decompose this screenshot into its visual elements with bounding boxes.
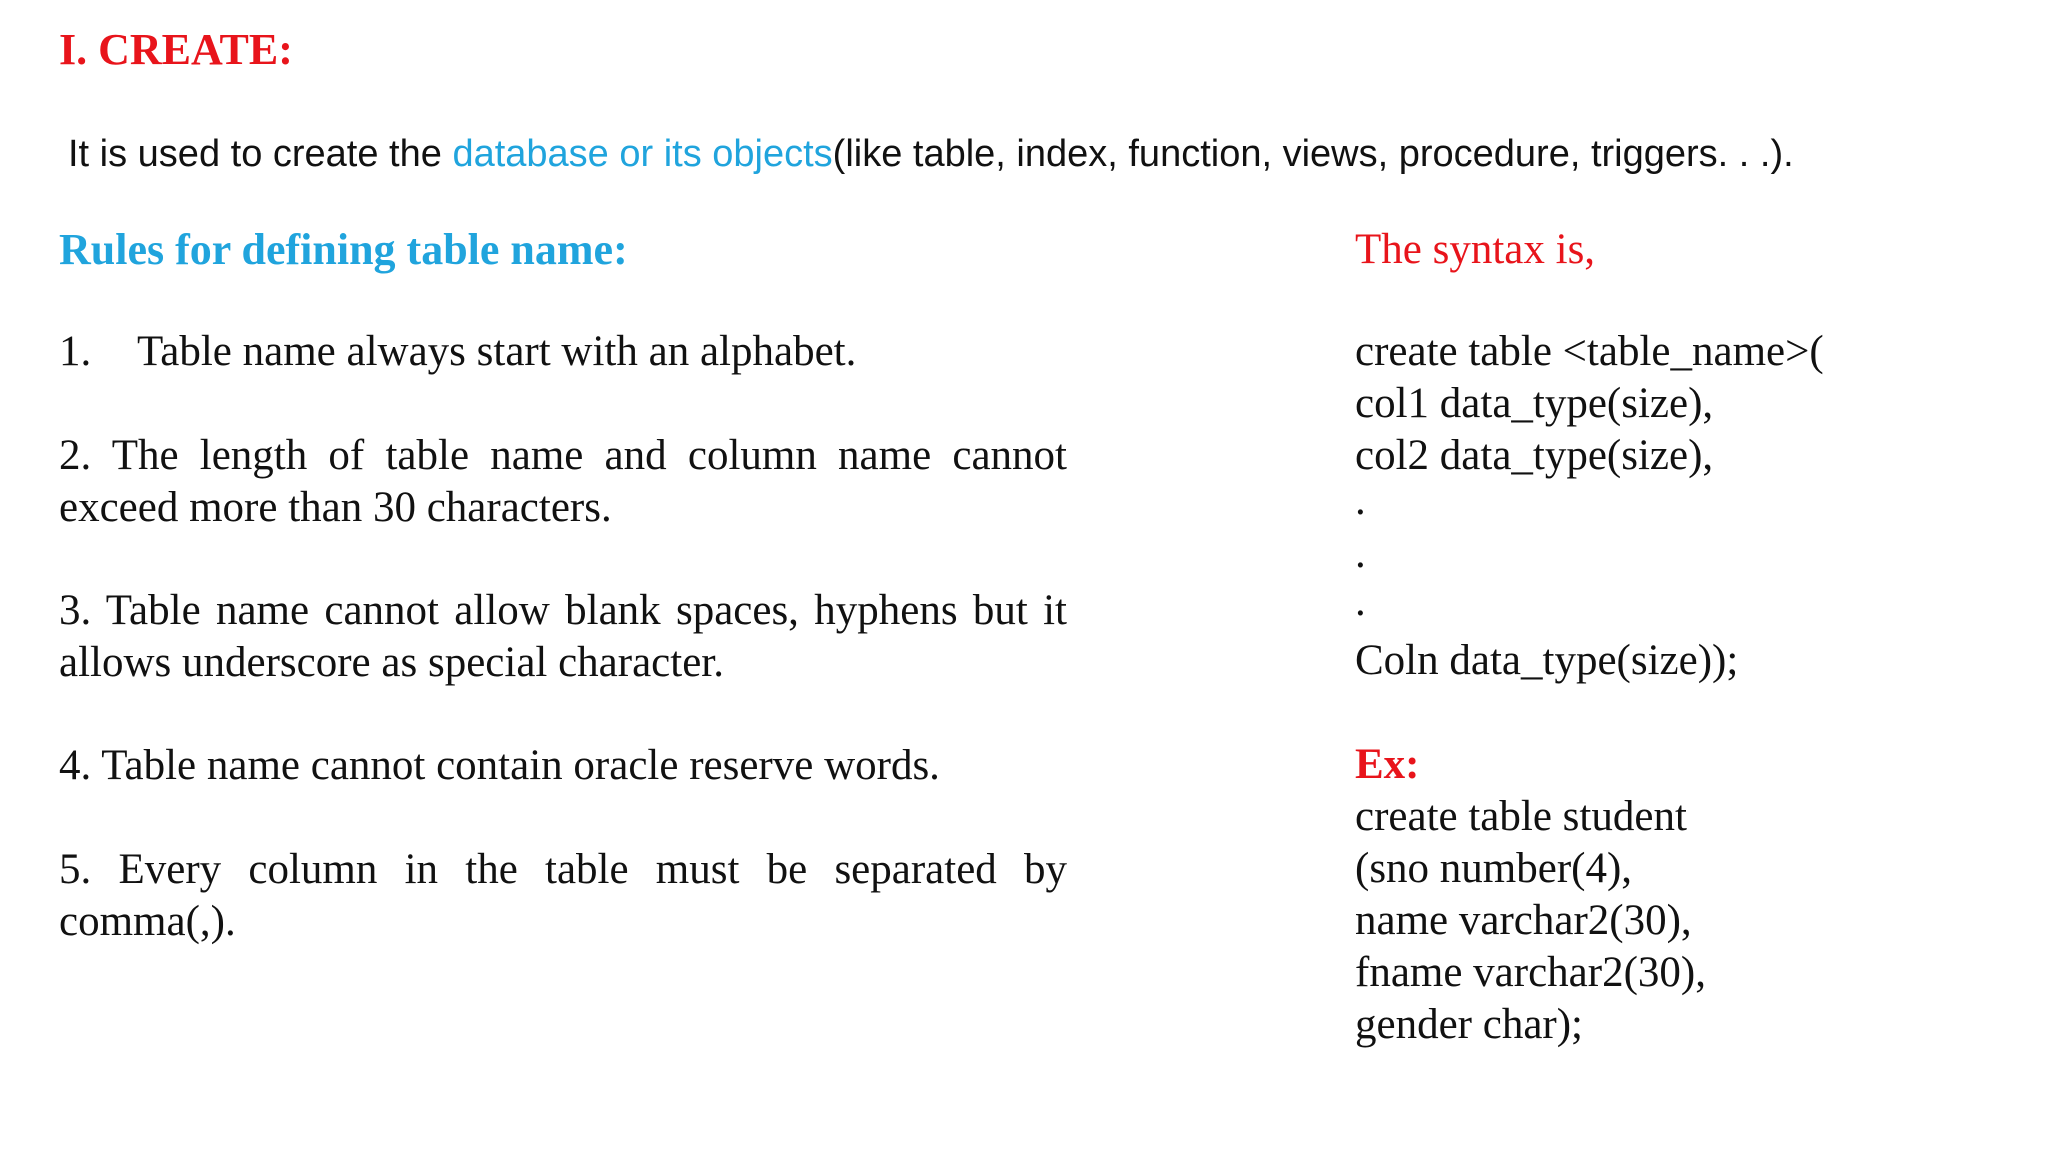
rules-heading: Rules for defining table name:	[59, 225, 628, 274]
syntax-line: .	[1355, 578, 1366, 625]
intro-text-highlight: database or its objects	[452, 133, 833, 175]
syntax-line: Coln data_type(size));	[1355, 637, 1739, 684]
syntax-section	[1355, 222, 2015, 1048]
syntax-line: col1 data_type(size),	[1355, 380, 1714, 427]
rule-number: 1.	[59, 328, 92, 375]
example-line: fname varchar2(30),	[1355, 949, 1706, 996]
example-line: (sno number(4),	[1355, 845, 1633, 892]
syntax-line: col2 data_type(size),	[1355, 432, 1714, 479]
syntax-heading: The syntax is,	[1355, 226, 1596, 273]
rule-text: Table name cannot allow blank spaces, hyphens but it allows underscore as special character.	[59, 587, 1067, 686]
syntax-line: .	[1355, 530, 1366, 577]
rule-item	[59, 326, 1067, 378]
rule-text: Table name always start with an alphabet.	[137, 328, 857, 375]
rule-item	[59, 844, 1067, 948]
rule-number: 3.	[59, 587, 92, 634]
rule-number: 4.	[59, 742, 92, 789]
example-line: name varchar2(30),	[1355, 897, 1692, 944]
slide-title: I. CREATE:	[59, 25, 293, 74]
intro-text	[68, 128, 1794, 180]
rule-text: Every column in the table must be separated by comma(,).	[59, 846, 1068, 945]
rule-number: 5.	[59, 846, 92, 893]
rule-item	[59, 585, 1067, 689]
rule-item	[59, 740, 1067, 792]
syntax-line: create table <table_name>(	[1355, 328, 1824, 375]
rule-text: Table name cannot contain oracle reserve words.	[101, 742, 940, 789]
rule-text: The length of table name and column name cannot exceed more than 30 characters.	[59, 432, 1067, 531]
rule-item	[59, 430, 1067, 534]
rules-section	[59, 222, 1068, 945]
example-label: Ex:	[1355, 741, 1420, 788]
syntax-line: .	[1355, 477, 1366, 524]
example-line: create table student	[1355, 793, 1687, 840]
intro-text-before: It is used to create the	[68, 133, 453, 175]
example-line: gender char);	[1355, 1001, 1583, 1048]
intro-text-after: (like table, index, function, views, procedure, triggers. . .).	[832, 133, 1794, 175]
rule-number: 2.	[59, 432, 92, 479]
